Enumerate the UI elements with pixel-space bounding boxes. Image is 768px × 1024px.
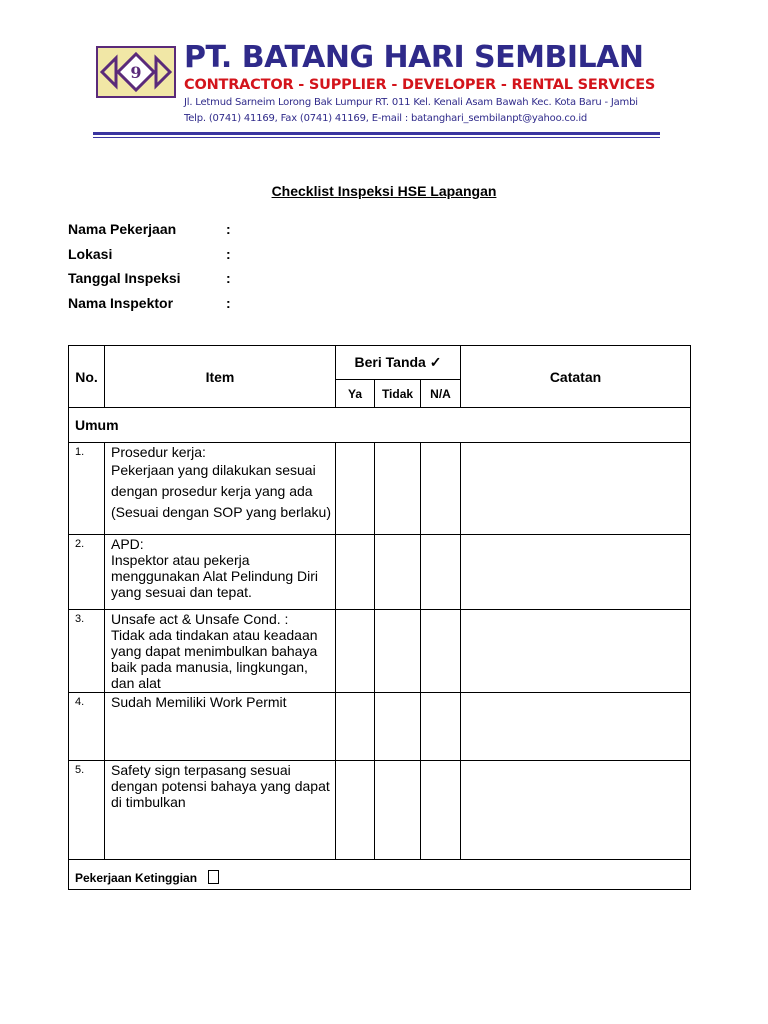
check-na-cell[interactable] <box>421 535 461 610</box>
field-colon: : <box>226 245 231 262</box>
document-title: Checklist Inspeksi HSE Lapangan <box>271 183 497 199</box>
checklist-table <box>68 345 691 890</box>
item-line: Prosedur kerja: <box>111 444 206 460</box>
catatan-cell[interactable] <box>461 535 691 610</box>
header-ya: Ya <box>336 380 375 408</box>
field-colon: : <box>226 270 231 286</box>
row-number: 2. <box>69 535 105 610</box>
company-logo <box>96 46 176 98</box>
company-tagline: CONTRACTOR - SUPPLIER - DEVELOPER - RENTAL SERVICES <box>184 77 656 93</box>
field-label: Lokasi <box>68 245 113 262</box>
catatan-cell[interactable] <box>461 610 691 693</box>
check-tidak-cell[interactable] <box>375 443 421 535</box>
row-item <box>105 535 336 610</box>
field-colon: : <box>226 294 231 311</box>
item-line: dan alat <box>111 675 161 691</box>
item-line: APD: <box>111 536 144 552</box>
check-ya-cell[interactable] <box>336 443 375 535</box>
row-number: 1. <box>69 443 105 535</box>
check-ya-cell[interactable] <box>336 693 375 761</box>
logo-emblem-icon <box>98 48 174 96</box>
letterhead <box>96 40 656 140</box>
table-row <box>69 761 691 860</box>
company-name: PT. BATANG HARI SEMBILAN <box>184 40 644 75</box>
item-line: Pekerjaan yang dilakukan sesuai <box>111 462 316 478</box>
row-item <box>105 693 336 761</box>
field-label: Nama Inspektor <box>68 294 174 311</box>
header-catatan: Catatan <box>461 346 691 408</box>
header-na: N/A <box>421 380 461 408</box>
header-item: Item <box>105 346 336 408</box>
table-row <box>69 535 691 610</box>
company-address: Jl. Letmud Sarneim Lorong Bak Lumpur RT. 011 Kel. Kenali Asam Bawah Kec. Kota Baru - Jambi <box>184 97 638 108</box>
table-row <box>69 443 691 535</box>
checkbox-icon[interactable] <box>208 870 219 884</box>
row-number: 3. <box>69 610 105 693</box>
check-na-cell[interactable] <box>421 610 461 693</box>
item-line: yang dapat menimbulkan bahaya <box>111 643 318 659</box>
check-na-cell[interactable] <box>421 443 461 535</box>
row-number: 4. <box>69 693 105 761</box>
row-item <box>105 761 336 860</box>
section-umum: Umum <box>69 408 691 443</box>
check-ya-cell[interactable] <box>336 535 375 610</box>
table-row <box>69 693 691 761</box>
item-line: dengan prosedur kerja yang ada <box>111 483 313 499</box>
check-ya-cell[interactable] <box>336 610 375 693</box>
item-line: Unsafe act & Unsafe Cond. : <box>111 611 289 627</box>
catatan-cell[interactable] <box>461 761 691 860</box>
catatan-cell[interactable] <box>461 693 691 761</box>
header-mark: Beri Tanda ✓ <box>336 346 461 380</box>
item-line: menggunakan Alat Pelindung Diri <box>111 568 319 584</box>
field-label: Tanggal Inspeksi <box>68 270 181 286</box>
check-tidak-cell[interactable] <box>375 535 421 610</box>
item-line: yang sesuai dan tepat. <box>111 584 252 600</box>
row-item <box>105 443 336 535</box>
letterhead-divider <box>93 132 660 135</box>
item-line: dengan potensi bahaya yang dapat <box>111 778 330 794</box>
catatan-cell[interactable] <box>461 443 691 535</box>
table-row <box>69 610 691 693</box>
item-line: Sudah Memiliki Work Permit <box>111 694 287 710</box>
check-ya-cell[interactable] <box>336 761 375 860</box>
field-colon: : <box>226 221 231 237</box>
check-tidak-cell[interactable] <box>375 761 421 860</box>
item-line: Inspektor atau pekerja <box>111 552 250 568</box>
check-tidak-cell[interactable] <box>375 610 421 693</box>
header-no: No. <box>69 346 105 408</box>
check-tidak-cell[interactable] <box>375 693 421 761</box>
item-line: di timbulkan <box>111 794 186 810</box>
company-contact: Telp. (0741) 41169, Fax (0741) 41169, E-mail : batanghari_sembilanpt@yahoo.co.id <box>184 113 588 124</box>
item-line: baik pada manusia, lingkungan, <box>111 659 308 675</box>
item-line: (Sesuai dengan SOP yang berlaku) <box>111 504 331 520</box>
logo-mark: 9 <box>130 63 142 82</box>
item-line: Safety sign terpasang sesuai <box>111 762 291 778</box>
row-item <box>105 610 336 693</box>
check-na-cell[interactable] <box>421 693 461 761</box>
item-line: Tidak ada tindakan atau keadaan <box>111 627 318 643</box>
letterhead-divider-thin <box>93 137 660 138</box>
header-tidak: Tidak <box>375 380 421 408</box>
check-na-cell[interactable] <box>421 761 461 860</box>
field-label: Nama Pekerjaan <box>68 221 177 237</box>
row-number: 5. <box>69 761 105 860</box>
section-pekerjaan-ketinggian <box>69 860 691 890</box>
section-footer-label: Pekerjaan Ketinggian <box>75 871 198 885</box>
